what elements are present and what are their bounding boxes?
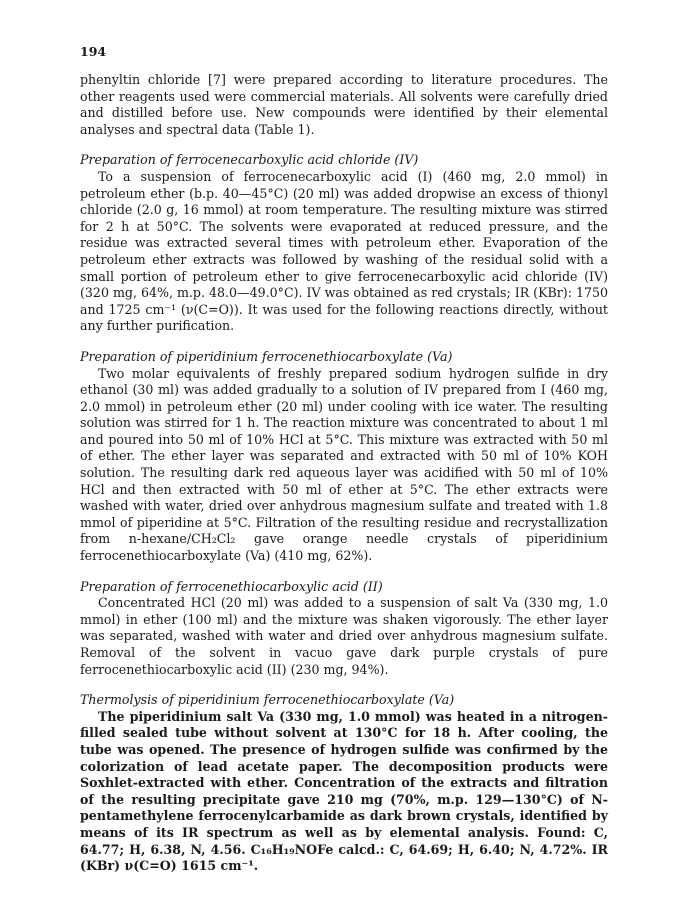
page-number: 194 — [80, 44, 107, 59]
section-heading: Thermolysis of piperidinium ferrocenethiocarboxylate (Va) — [80, 692, 455, 708]
section-thermolysis — [80, 692, 608, 875]
section-piperidinium-salt — [80, 349, 608, 565]
section-heading: Preparation of ferrocenethiocarboxylic acid (II) — [80, 578, 383, 594]
section-paragraph: Concentrated HCl (20 ml) was added to a suspension of salt Va (330 mg, 1.0 mmol) in ether (100 ml) and the mixture was shaken vigorously. The ether layer was separated, washed with water and dried over anhydrous magnesium sulfate. Removal of the solvent in vacuo gave dark purple crystals of pure ferrocenethiocarboxylic acid (II) (230 mg, 94%). — [80, 595, 608, 677]
body-text — [80, 72, 608, 875]
section-paragraph: To a suspension of ferrocenecarboxylic acid (I) (460 mg, 2.0 mmol) in petroleum ether (b.p. 40—45°C) (20 ml) was added dropwise an excess of thionyl chloride (2.0 g, 16 mmol) at room temperature. The resulting mixture was stirred for 2 h at 50°C. The solvents were evaporated at reduced pressure, and the residue was extracted several times with petroleum ether. Evaporation of the petroleum ether extracts was followed by washing of the residual solid with a small portion of petroleum ether to give ferrocenecarboxylic acid chloride (IV) (320 mg, 64%, m.p. 48.0—49.0°C). IV was obtained as red crystals; IR (KBr): 1750 and 1725 cm⁻¹ (ν(C=O)). It was used for the following reactions directly, without any further purification. — [80, 168, 608, 334]
section-heading: Preparation of piperidinium ferrocenethiocarboxylate (Va) — [80, 348, 453, 364]
intro-paragraph: phenyltin chloride [7] were prepared according to literature procedures. The other reagents used were commercial materials. All solvents were carefully dried and distilled before use. New compounds were identified by their elemental analyses and spectral data (Table 1). — [80, 72, 608, 137]
section-acid-chloride — [80, 152, 608, 335]
section-paragraph: The piperidinium salt Va (330 mg, 1.0 mmol) was heated in a nitrogen-filled sealed tube without solvent at 130°C for 18 h. After cooling, the tube was opened. The presence of hydrogen sulfide was confirmed by the colorization of lead acetate paper. The decomposition products were Soxhlet-extracted with ether. Concentration of the extracts and filtration of the resulting precipitate gave 210 mg (70%, m.p. 129—130°C) of N-pentamethylene ferrocenylcarbamide as dark brown crystals, identified by means of its IR spectrum as well as by elemental analysis. Found: C, 64.77; H, 6.38, N, 4.56. C₁₆H₁₉NOFe calcd.: C, 64.69; H, 6.40; N, 4.72%. IR (KBr) ν(C=O) 1615 cm⁻¹. — [80, 708, 608, 874]
section-thiocarboxylic-acid — [80, 579, 608, 679]
section-heading: Preparation of ferrocenecarboxylic acid chloride (IV) — [80, 152, 419, 168]
section-paragraph: Two molar equivalents of freshly prepared sodium hydrogen sulfide in dry ethanol (30 ml) was added gradually to a solution of IV prepared from I (460 mg, 2.0 mmol) in petroleum ether (20 ml) under cooling with ice water. The resulting solution was stirred for 1 h. The reaction mixture was concentrated to about 1 ml and poured into 50 ml of 10% HCl at 5°C. This mixture was extracted with 50 ml of ether. The ether layer was separated and extracted with 50 ml of 10% KOH solution. The resulting dark red aqueous layer was acidified with 50 ml of 10% HCl and then extracted with 50 ml of ether at 5°C. The ether extracts were washed with water, dried over anhydrous magnesium sulfate and treated with 1.8 mmol of piperidine at 5°C. Filtration of the resulting residue and recrystallization from n-hexane/CH₂Cl₂ gave orange needle crystals of piperidinium ferrocenethiocarboxylate (Va) (410 mg, 62%). — [80, 365, 608, 564]
